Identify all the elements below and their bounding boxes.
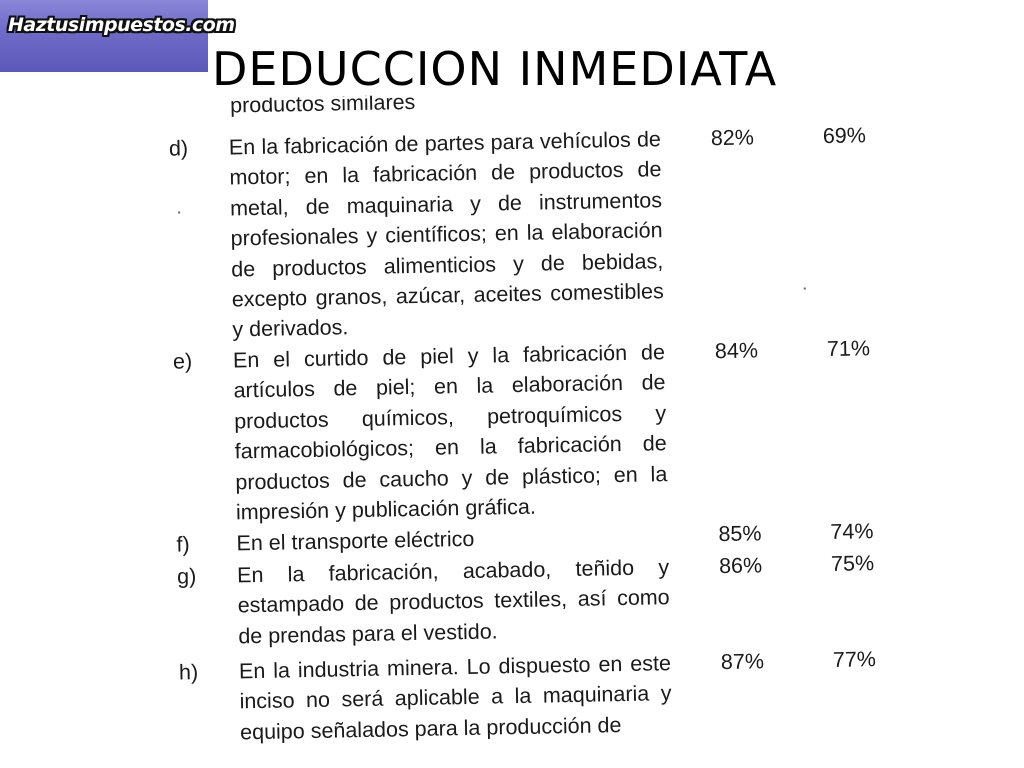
logo-banner [0,0,235,72]
page-title: DEDUCCION INMEDIATA [212,42,778,96]
item-percentage-1: 82% [710,125,755,151]
item-letter: d) [168,136,189,161]
item-percentage-1: 85% [718,521,762,547]
logo-text: Haztusimpuestos.com [8,14,235,36]
item-letter: g) [176,564,197,589]
item-percentage-2: 69% [822,123,867,149]
item-description: En la industria minera. Lo dispuesto en este inciso no será aplicable a la maquinaria y equipo señalados para la producción de [238,651,672,745]
list-item-d [151,120,891,342]
scan-speck [178,211,180,213]
item-letter: h) [178,660,199,685]
item-percentage-1: 87% [720,649,765,675]
item-description: En la fabricación, acabado, teñido y estampado de productos textiles, así como de prendas para el vestido. [236,555,670,649]
item-percentage-2: 74% [830,519,874,545]
item-percentage-2: 71% [826,336,871,362]
item-percentage-2: 75% [830,551,875,577]
item-percentage-1: 86% [718,553,763,579]
item-percentage-1: 84% [714,338,759,364]
item-percentage-2: 77% [832,647,877,672]
item-description: En el curtido de piel y la fabricación de artículos de piel; en la elaboración de productos químicos, petroquímicos y farmacobiológicos; en la fabricación de productos de caucho y de plástico; en la impresión y publicación gráfica. [232,340,668,525]
item-letter: f) [176,532,190,557]
item-description: En el transporte eléctrico [236,526,475,556]
scanned-document [150,86,902,745]
partial-line-text: productos similares [229,90,416,118]
item-description: En la fabricación de partes para vehículos de motor; en la fabricación de productos de metal, de maquinaria y de instrumentos profesionales y científicos; en la elaboración de productos alimenticios y de bebidas, excepto granos, azúcar, aceites comestibles y derivados. [228,127,664,342]
item-letter: e) [172,349,193,374]
scan-speck [804,287,806,289]
